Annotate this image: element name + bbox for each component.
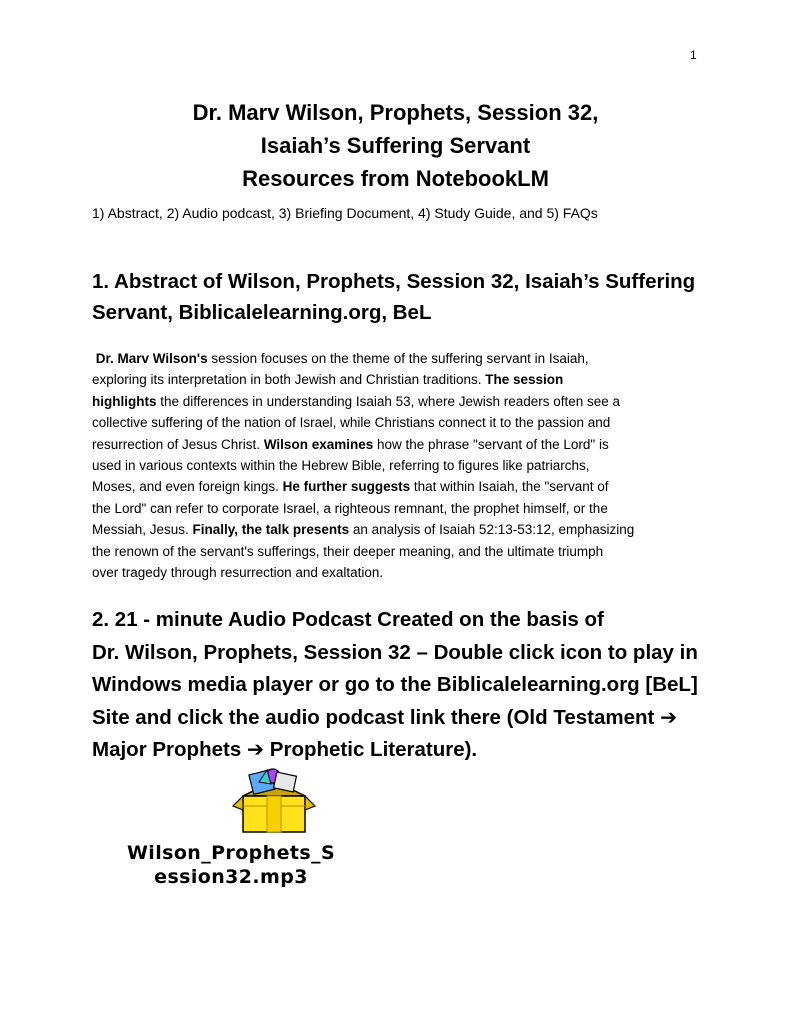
abstract-line: Moses, and even foreign kings. He further suggests that within Isaiah, the "servant of xyxy=(92,479,609,495)
podcast-heading xyxy=(92,604,712,767)
title-line-1: Dr. Marv Wilson, Prophets, Session 32, xyxy=(192,100,599,125)
abstract-line: Messiah, Jesus. Finally, the talk presents an analysis of Isaiah 52:13-53:12, emphasizing xyxy=(92,522,635,538)
abstract-line: highlights the differences in understanding Isaiah 53, where Jewish readers often see a xyxy=(92,393,621,409)
podcast-heading-line-1: 2. 21 - minute Audio Podcast Created on the basis of xyxy=(92,608,604,631)
title-line-3: Resources from NotebookLM xyxy=(242,166,549,191)
package-icon[interactable] xyxy=(229,766,319,836)
abstract-line: the renown of the servant's sufferings, their deeper meaning, and the ultimate triumph xyxy=(92,543,604,559)
abstract-line: Dr. Marv Wilson's session focuses on the theme of the suffering servant in Isaiah, xyxy=(95,351,589,366)
mp3-attachment[interactable] xyxy=(96,766,366,889)
abstract-body xyxy=(92,348,722,583)
podcast-heading-line-2: Dr. Wilson, Prophets, Session 32 – Double click icon to play in xyxy=(92,640,698,664)
abstract-line: the Lord" can refer to corporate Israel, a righteous remnant, the prophet himself, or the xyxy=(92,500,608,516)
podcast-heading-line-5: Major Prophets ➔ Prophetic Literature). xyxy=(92,734,712,767)
abstract-heading xyxy=(92,266,712,328)
title-line-2: Isaiah’s Suffering Servant xyxy=(260,133,531,158)
abstract-line: over tragedy through resurrection and exaltation. xyxy=(92,565,384,581)
podcast-heading-line-3: Windows media player or go to the Biblicalelearning.org [BeL] xyxy=(92,673,698,696)
podcast-heading-line-4: Site and click the audio podcast link there (Old Testament ➔ xyxy=(92,702,712,735)
resources-list: 1) Abstract, 2) Audio podcast, 3) Briefing Document, 4) Study Guide, and 5) FAQs xyxy=(92,205,598,221)
abstract-line: resurrection of Jesus Christ. Wilson examines how the phrase "servant of the Lord" is xyxy=(92,436,609,452)
abstract-heading-line-1: 1. Abstract of Wilson, Prophets, Session 32, Isaiah’s Suffering xyxy=(92,270,696,293)
right-arrow-icon: ➔ xyxy=(246,738,265,761)
attachment-filename[interactable]: Wilson_Prophets_S ession32.mp3 xyxy=(126,842,336,888)
abstract-line: used in various contexts within the Hebrew Bible, referring to figures like patriarchs, xyxy=(92,458,590,474)
page-title xyxy=(0,96,791,195)
abstract-line: exploring its interpretation in both Jewish and Christian traditions. The session xyxy=(92,372,564,388)
page-number: 1 xyxy=(690,48,697,62)
abstract-heading-line-2: Servant, Biblicalelearning.org, BeL xyxy=(92,301,432,324)
right-arrow-icon: ➔ xyxy=(660,705,678,729)
abstract-line: collective suffering of the nation of Israel, while Christians connect it to the passion and xyxy=(92,415,611,431)
